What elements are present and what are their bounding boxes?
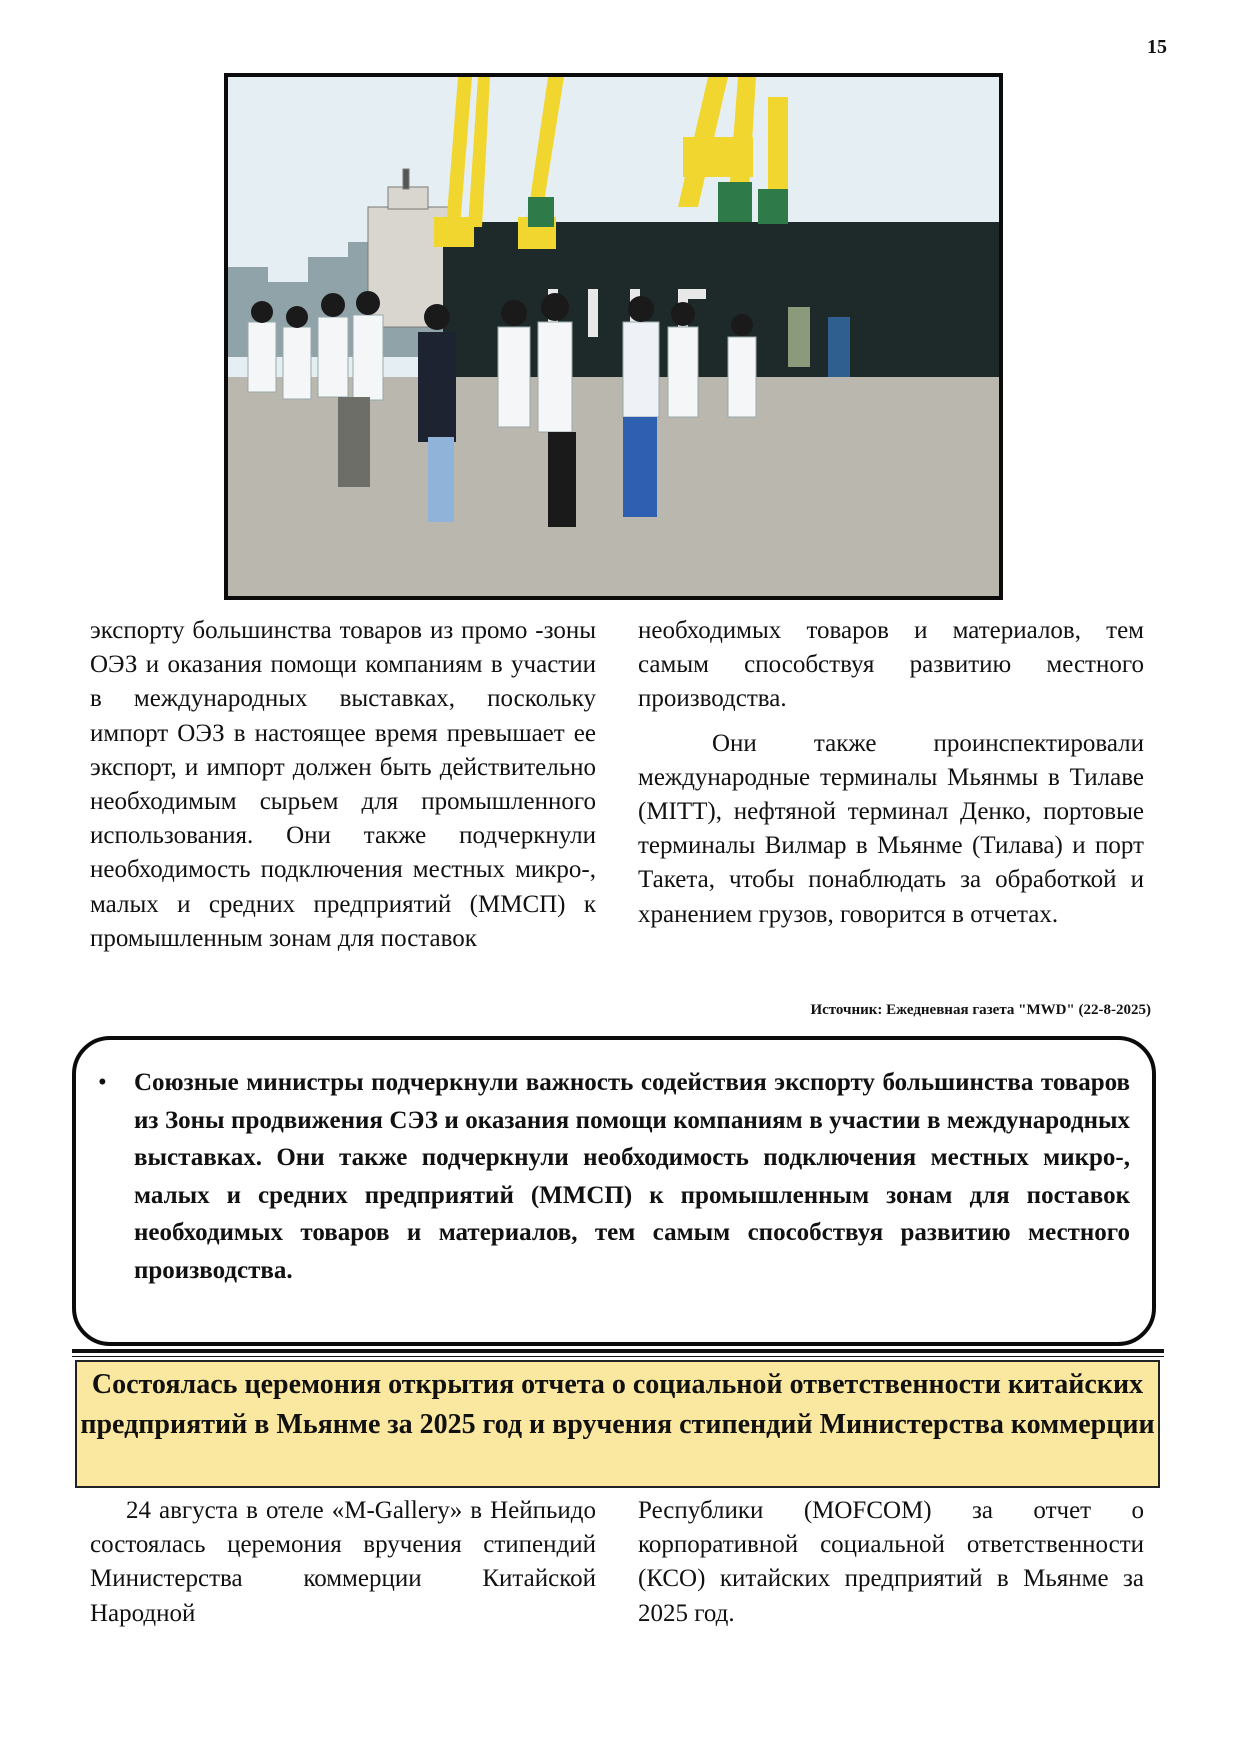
summary-list <box>134 1064 1130 1290</box>
article-paragraph: Республики (MOFCOM) за отчет о корпоративной социальной ответственности (КСО) китайских предприятий в Мьянме за 2025 год. <box>638 1497 1144 1627</box>
port-inspection-photo <box>224 73 1003 600</box>
summary-highlight-box <box>72 1036 1156 1346</box>
page-number: 15 <box>1147 36 1167 58</box>
article-headline: Состоялась церемония открытия отчета о социальной ответственности китайских предприятий в Мьянме за 2025 год и вручения стипендий Министерства коммерции <box>75 1360 1160 1488</box>
article-column-left-top <box>90 614 596 956</box>
article-paragraph: экспорту большинства товаров из промо -зоны ОЭЗ и оказания помощи компаниям в участии в международных выставках, поскольку импорт ОЭЗ в настоящее время превышает ее экспорт, и импорт должен быть действительно необходимым сырьем для промышленного использования. Они также подчеркнули необходимость подключения местных микро-, малых и средних предприятий (ММСП) к промышленным зонам для поставок <box>90 617 596 952</box>
article-column-right-top <box>638 614 1144 932</box>
article-paragraph: 24 августа в отеле «M-Gallery» в Нейпьидо состоялась церемония вручения стипендий Министерства коммерции Китайской Народной <box>90 1497 596 1627</box>
article-column-right-bottom <box>638 1494 1144 1631</box>
section-divider-thin <box>72 1356 1164 1357</box>
section-divider-thick <box>72 1349 1164 1353</box>
article-paragraph: Они также проинспектировали международные терминалы Мьянмы в Тилаве (MITT), нефтяной терминал Денко, портовые терминалы Вилмар в Мьянме (Тилава) и порт Такета, чтобы понаблюдать за обработкой и хранением грузов, говорится в отчетах. <box>638 729 1144 928</box>
summary-bullet: • Союзные министры подчеркнули важность содействия экспорту большинства товаров из Зоны продвижения СЭЗ и оказания помощи компаниям в участии в международных выставках. Они также подчеркнули необходимость подключения местных микро-, малых и средних предприятий (ММСП) к промышленным зонам для поставок необходимых товаров и материалов, тем самым способствуя развитию местного производства. <box>134 1064 1130 1290</box>
port-scene-illustration <box>228 77 999 596</box>
article-column-left-bottom <box>90 1494 596 1631</box>
source-citation: Источник: Ежедневная газета "MWD" (22-8-2025) <box>810 1002 1151 1018</box>
article-paragraph: необходимых товаров и материалов, тем самым способствуя развитию местного производства. <box>638 617 1144 713</box>
